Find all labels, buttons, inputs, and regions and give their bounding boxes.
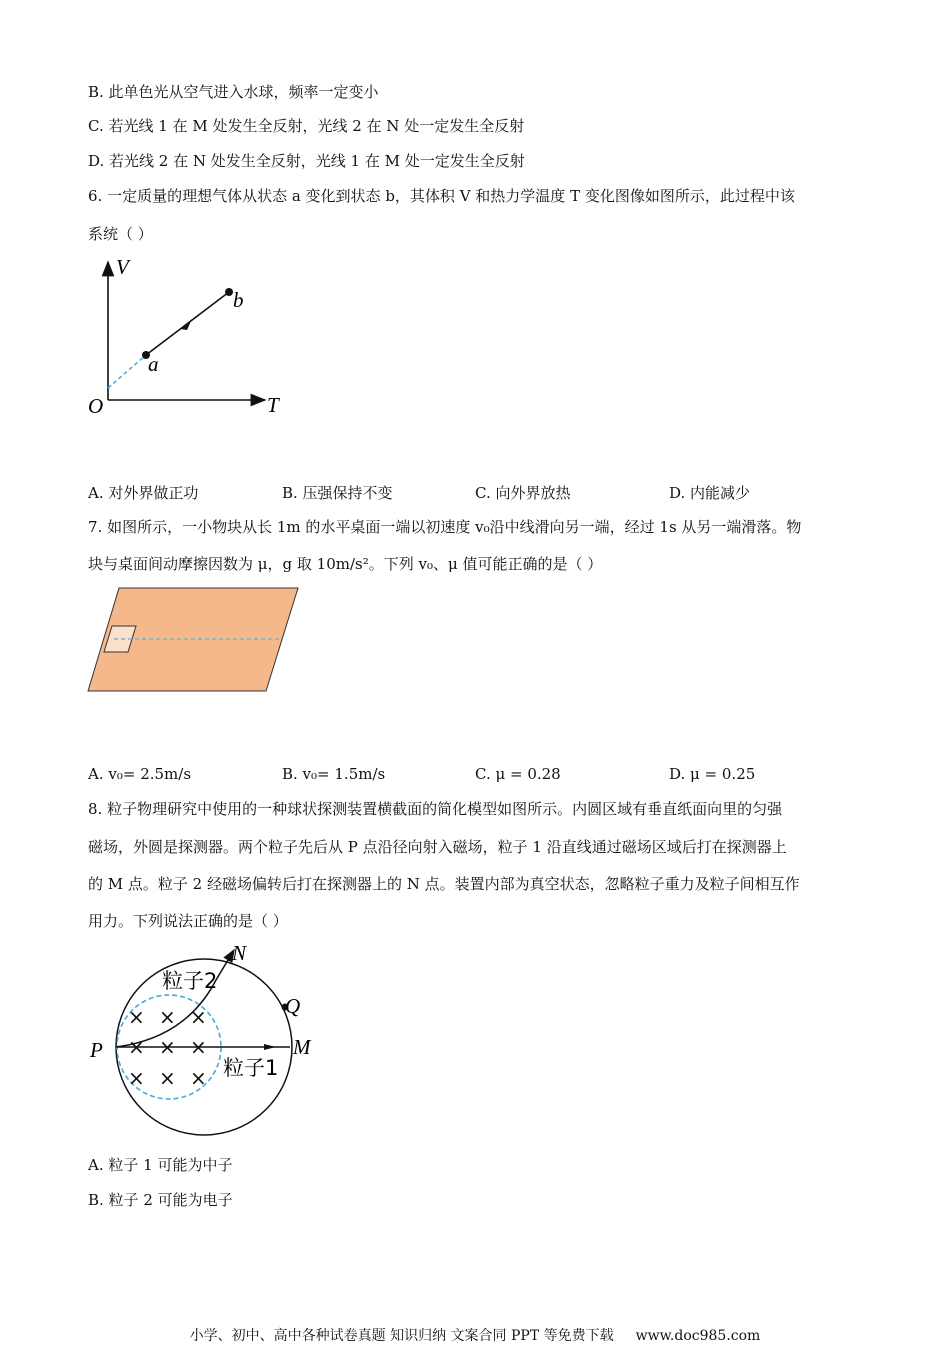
field-mark: × xyxy=(128,1066,145,1090)
point-b-label: b xyxy=(233,288,244,312)
q6-option-d: D. 内能减少 xyxy=(669,484,751,502)
detector-figure xyxy=(86,940,326,1145)
vt-graph xyxy=(80,250,300,425)
q8-stem-line4: 用力。下列说法正确的是（ ） xyxy=(88,912,288,930)
q7-option-b: B. v₀= 1.5m/s xyxy=(282,765,386,783)
q8-option-a: A. 粒子 1 可能为中子 xyxy=(88,1156,233,1174)
q7-stem-line1: 7. 如图所示，一小物块从长 1m 的水平桌面一端以初速度 v₀沿中线滑向另一端，经过 1s 从另一端滑落。物 xyxy=(88,518,802,536)
v-axis-label: V xyxy=(116,255,129,279)
q6-option-a: A. 对外界做正功 xyxy=(88,484,199,502)
label-q: Q xyxy=(285,994,301,1018)
particle1-label: 粒子1 xyxy=(223,1056,279,1080)
q6-stem-line2: 系统（ ） xyxy=(88,225,153,243)
page-footer xyxy=(0,1325,950,1345)
field-mark: × xyxy=(159,1066,176,1090)
q7-option-c: C. μ = 0.28 xyxy=(475,765,561,783)
footer-url[interactable]: www.doc985.com xyxy=(635,1328,761,1344)
q8-stem-line3: 的 M 点。粒子 2 经磁场偏转后打在探测器上的 N 点。装置内部为真空状态，忽略粒子重力及粒子间相互作 xyxy=(88,875,800,893)
point-a-label: a xyxy=(148,352,159,376)
q5-option-d: D. 若光线 2 在 N 处发生全反射，光线 1 在 M 处一定发生全反射 xyxy=(88,152,525,170)
label-p: P xyxy=(90,1038,103,1062)
q8-stem-line1: 8. 粒子物理研究中使用的一种球状探测装置横截面的简化模型如图所示。内圆区域有垂直纸面向里的匀强 xyxy=(88,800,783,818)
q7-stem-line2: 块与桌面间动摩擦因数为 μ，g 取 10m/s²。下列 v₀、μ 值可能正确的是（ ） xyxy=(88,555,603,573)
q8-stem-line2: 磁场，外圆是探测器。两个粒子先后从 P 点沿径向射入磁场，粒子 1 沿直线通过磁场区域后打在探测器上 xyxy=(88,838,787,856)
extension-dashed-line xyxy=(108,355,146,388)
q7-option-a: A. v₀= 2.5m/s xyxy=(88,765,192,783)
q7-option-d: D. μ = 0.25 xyxy=(669,765,756,783)
direction-arrow-icon xyxy=(180,319,192,330)
field-marks xyxy=(128,1005,207,1090)
q5-option-b: B. 此单色光从空气进入水球，频率一定变小 xyxy=(88,83,379,101)
field-mark: × xyxy=(190,1005,207,1029)
q6-option-c: C. 向外界放热 xyxy=(475,484,571,502)
q6-option-b: B. 压强保持不变 xyxy=(282,484,393,502)
t-axis-label: T xyxy=(267,393,279,417)
q6-stem-line1: 6. 一定质量的理想气体从状态 a 变化到状态 b，其体积 V 和热力学温度 T 变化图像如图所示，此过程中该 xyxy=(88,187,795,205)
q8-option-b: B. 粒子 2 可能为电子 xyxy=(88,1191,233,1209)
field-mark: × xyxy=(159,1035,176,1059)
particle2-label: 粒子2 xyxy=(162,969,218,993)
field-mark: × xyxy=(128,1035,145,1059)
q6-options xyxy=(88,483,868,503)
particle1-arrow-icon xyxy=(264,1044,276,1050)
label-m: M xyxy=(293,1035,311,1059)
footer-text: 小学、初中、高中各种试卷真题 知识归纳 文案合同 PPT 等免费下载 xyxy=(189,1328,614,1344)
table-figure xyxy=(86,586,302,694)
origin-label: O xyxy=(88,394,104,418)
point-b xyxy=(225,288,233,296)
field-mark: × xyxy=(190,1066,207,1090)
field-mark: × xyxy=(128,1005,145,1029)
q5-option-c: C. 若光线 1 在 M 处发生全反射，光线 2 在 N 处一定发生全反射 xyxy=(88,117,525,135)
label-n: N xyxy=(232,941,247,965)
field-mark: × xyxy=(190,1035,207,1059)
field-mark: × xyxy=(159,1005,176,1029)
q7-options xyxy=(88,764,868,784)
